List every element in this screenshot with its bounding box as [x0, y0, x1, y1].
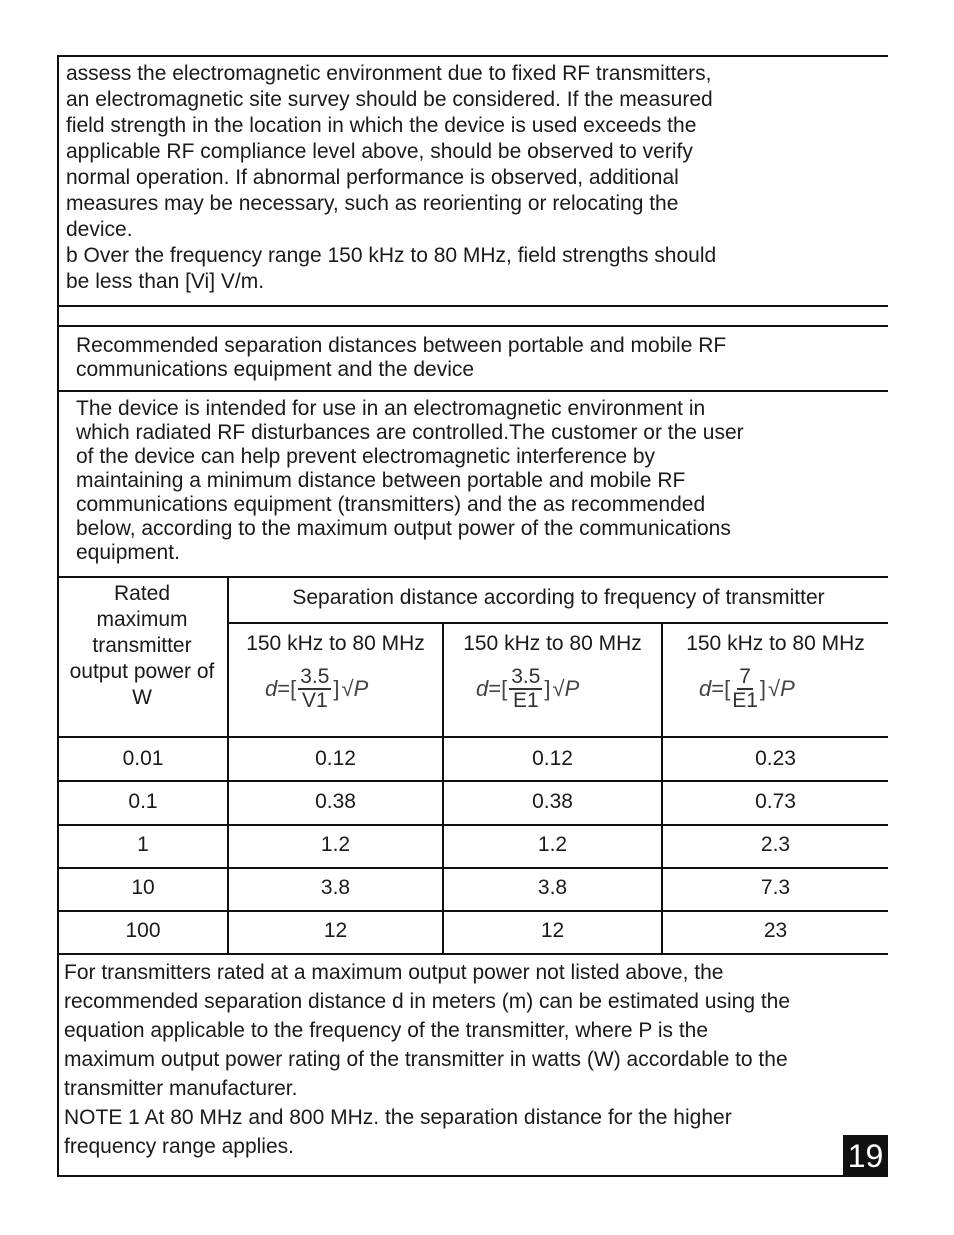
table-header-power: Rated maximum transmitter output power of W — [69, 582, 215, 709]
formula-open: =[ — [711, 676, 731, 701]
formula-numerator: 3.5 — [511, 665, 541, 688]
table-cell: 3.8 — [537, 876, 568, 899]
rule — [57, 305, 888, 307]
table-cell: 0.38 — [532, 790, 573, 813]
table-cell: 12 — [323, 919, 348, 942]
column-range: 150 kHz to 80 MHz — [246, 632, 425, 655]
formula — [476, 666, 579, 712]
formula-denominator: E1 — [512, 689, 539, 712]
formula-close: ] — [544, 676, 551, 701]
section-title: Recommended separation distances between portable and mobile RF communications equipment and the device — [76, 334, 727, 381]
rule — [57, 953, 888, 955]
rule — [661, 622, 663, 954]
table-cell: 3.8 — [320, 876, 351, 899]
table-cell: 100 — [125, 919, 161, 942]
table-cell: 1 — [137, 833, 149, 856]
section-description: The device is intended for use in an electromagnetic environment in which radiated RF disturbances are controlled.The customer or the user of the device can help prevent electromagnetic interference by maintaining a minimum distance between portable and mobile RF communications equipment (transmitters) and the as recommended below, according to the maximum output power of the communications equipment. — [76, 397, 744, 564]
formula-numerator: 7 — [739, 665, 751, 688]
table-cell: 0.73 — [755, 790, 796, 813]
rule — [57, 390, 888, 392]
table-cell: 1.2 — [537, 833, 568, 856]
table-cell: 0.12 — [315, 747, 356, 770]
table-cell: 0.1 — [128, 790, 158, 813]
rule — [229, 622, 888, 624]
formula — [265, 666, 368, 712]
table-cell: 0.38 — [315, 790, 356, 813]
formula-open: =[ — [488, 676, 508, 701]
formula-close: ] — [333, 676, 340, 701]
formula — [699, 666, 795, 712]
formula-variable: d — [699, 676, 712, 701]
table-cell: 0.01 — [122, 747, 164, 770]
formula-variable: d — [476, 676, 489, 701]
formula-sqrt: √P — [341, 676, 369, 701]
rule — [57, 780, 888, 782]
formula-close: ] — [759, 676, 767, 701]
rule — [57, 736, 888, 738]
formula-fraction — [732, 666, 758, 712]
formula-open: =[ — [277, 676, 297, 701]
formula-variable: d — [265, 676, 278, 701]
column-range: 150 kHz to 80 MHz — [463, 632, 642, 655]
intro-paragraph: assess the electromagnetic environment due to fixed RF transmitters, an electromagnetic site survey should be considered. If the measured field strength in the location in which the device is used exceeds the applicable RF compliance level above, should be observed to verify normal operation. If abnormal performance is observed, additional measures may be necessary, such as reorienting or relocating the device. b Over the frequency range 150 kHz to 80 MHz, field strengths should be less than [Vi] V/m. — [66, 62, 717, 293]
table-cell: 10 — [131, 876, 155, 899]
rule — [57, 867, 888, 869]
rule — [442, 622, 444, 954]
page-number: 19 — [843, 1135, 888, 1177]
column-range: 150 kHz to 80 MHz — [686, 632, 865, 655]
footnote: For transmitters rated at a maximum output power not listed above, the recommended separation distance d in meters (m) can be estimated using the equation applicable to the frequency of the transmitter, where P is the maximum output power rating of the transmitter in watts (W) accordable to the transmitter manufacturer. NOTE 1 At 80 MHz and 800 MHz. the separation distance for the higher frequency range applies. — [64, 961, 791, 1158]
table-cell: 7.3 — [760, 876, 791, 899]
rule — [57, 824, 888, 826]
formula-denominator: E1 — [732, 689, 758, 712]
rule — [57, 910, 888, 912]
formula-sqrt: √P — [768, 676, 795, 701]
rule — [57, 325, 888, 327]
formula-sqrt: √P — [552, 676, 580, 701]
rule — [57, 576, 888, 578]
formula-numerator: 3.5 — [300, 665, 330, 688]
formula-denominator: V1 — [301, 689, 328, 712]
table-cell: 0.23 — [755, 747, 796, 770]
formula-fraction — [509, 666, 542, 712]
formula-fraction — [298, 666, 331, 712]
table-cell: 0.12 — [532, 747, 573, 770]
table-cell: 1.2 — [320, 833, 351, 856]
table-header-group: Separation distance according to frequency of transmitter — [292, 586, 825, 609]
table-cell: 23 — [763, 919, 788, 942]
table-cell: 12 — [540, 919, 565, 942]
table-cell: 2.3 — [760, 833, 791, 856]
